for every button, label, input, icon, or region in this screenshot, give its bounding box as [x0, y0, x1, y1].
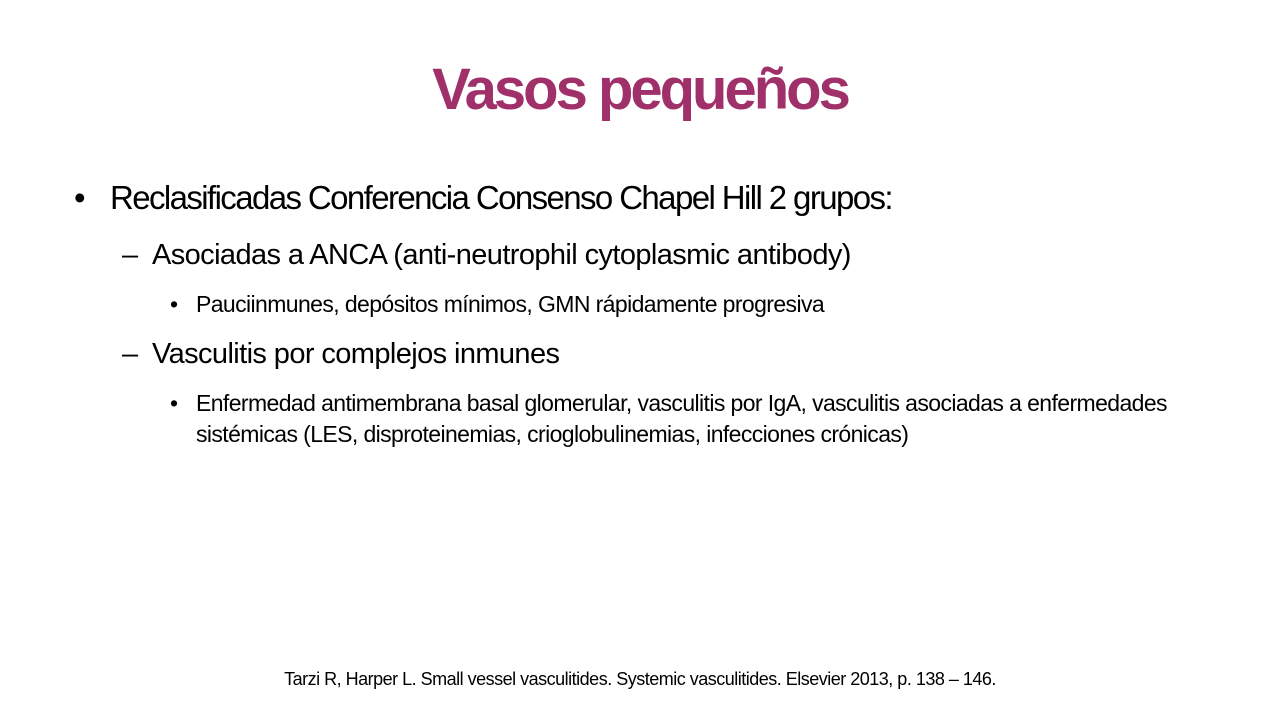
bullet-item-chapel-hill	[74, 174, 892, 222]
dash-icon: –	[122, 239, 138, 271]
dash-icon: –	[122, 338, 138, 370]
subitem-text: Vasculitis por complejos inmunes	[152, 338, 560, 370]
detail-enfermedad-antimembrana	[170, 388, 1170, 450]
subitem-complejos-inmunes	[122, 334, 559, 374]
subitem-anca	[122, 235, 851, 275]
detail-text: Pauciinmunes, depósitos mínimos, GMN rápidamente progresiva	[196, 291, 825, 317]
bullet-icon: •	[170, 291, 178, 317]
bullet-icon: •	[170, 390, 178, 416]
bullet-text: Reclasificadas Conferencia Consenso Chapel Hill 2 grupos:	[110, 179, 892, 216]
slide-title: Vasos pequeños	[432, 57, 848, 122]
citation: Tarzi R, Harper L. Small vessel vasculitides. Systemic vasculitides. Elsevier 2013, p. 138 – 146.	[284, 669, 996, 689]
subitem-text: Asociadas a ANCA (anti-neutrophil cytoplasmic antibody)	[152, 239, 851, 271]
detail-text: Enfermedad antimembrana basal glomerular, vasculitis por IgA, vasculitis asociadas a enfermedades sistémicas (LES, disproteinemias, crioglobulinemias, infecciones crónicas)	[196, 390, 1167, 447]
detail-pauciinmunes	[170, 289, 1170, 320]
bullet-icon: •	[74, 179, 84, 216]
